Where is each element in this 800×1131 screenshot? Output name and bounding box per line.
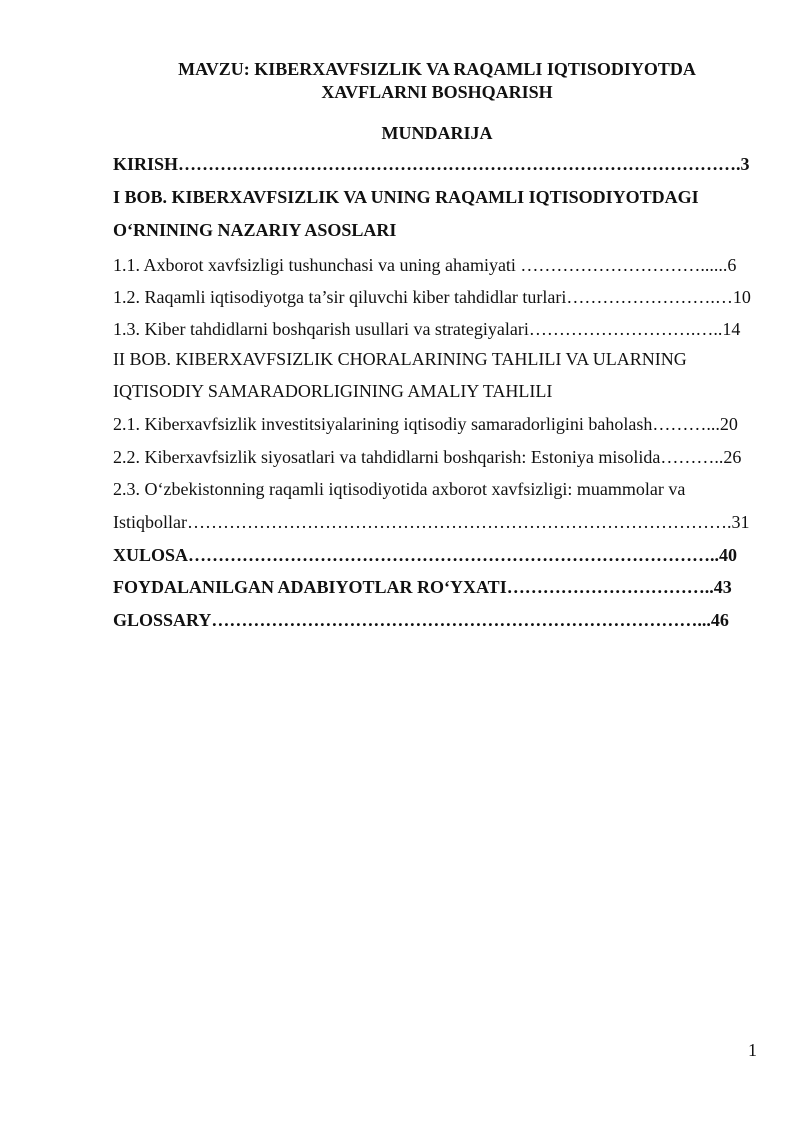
toc-section-2-2: 2.2. Kiberxavfsizlik siyosatlari va tahdidlarni boshqarish: Estoniya misolida………..26	[113, 447, 742, 467]
toc-entry-xulosa: XULOSA……………………………………………………………………………..40	[113, 545, 738, 565]
toc-chapter-1-line-2: O‘RNINING NAZARIY ASOSLARI	[113, 220, 397, 240]
toc-section-1-2: 1.2. Raqamli iqtisodiyotga ta’sir qiluvchi kiber tahdidlar turlari…………………….…10	[113, 287, 751, 307]
toc-section-2-1: 2.1. Kiberxavfsizlik investitsiyalarining iqtisodiy samaradorligini baholash………...20	[113, 414, 738, 434]
document-title	[100, 58, 774, 104]
title-line-2: XAVFLARNI BOSHQARISH	[321, 82, 553, 102]
title-line-1: MAVZU: KIBERXAVFSIZLIK VA RAQAMLI IQTISODIYOTDA	[178, 59, 696, 79]
page-number: 1	[748, 1040, 757, 1060]
toc-chapter-2-line-2: IQTISODIY SAMARADORLIGINING AMALIY TAHLILI	[113, 381, 553, 401]
toc-section-1-3: 1.3. Kiber tahdidlarni boshqarish usullari va strategiyalari……………………….…..14	[113, 319, 741, 339]
toc-section-1-1: 1.1. Axborot xavfsizligi tushunchasi va uning ahamiyati …………………………......6	[113, 255, 737, 275]
toc-chapter-1-line-1: I BOB. KIBERXAVFSIZLIK VA UNING RAQAMLI IQTISODIYOTDAGI	[113, 187, 699, 207]
toc-chapter-2-line-1: II BOB. KIBERXAVFSIZLIK CHORALARINING TAHLILI VA ULARNING	[113, 349, 687, 369]
toc-section-2-3-line-1: 2.3. O‘zbekistonning raqamli iqtisodiyotida axborot xavfsizligi: muammolar va	[113, 479, 686, 499]
toc-entry-glossary: GLOSSARY………………………………………………………………………...46	[113, 610, 729, 630]
toc-section-2-3-line-2: Istiqbollar……………………………………………………………………………….31	[113, 512, 750, 532]
toc-heading: MUNDARIJA	[381, 123, 493, 143]
toc-entry-adabiyotlar: FOYDALANILGAN ADABIYOTLAR RO‘YXATI……………………………..43	[113, 577, 732, 597]
toc-entry-kirish: KIRISH………………………………………………………………………………….3	[113, 154, 750, 174]
